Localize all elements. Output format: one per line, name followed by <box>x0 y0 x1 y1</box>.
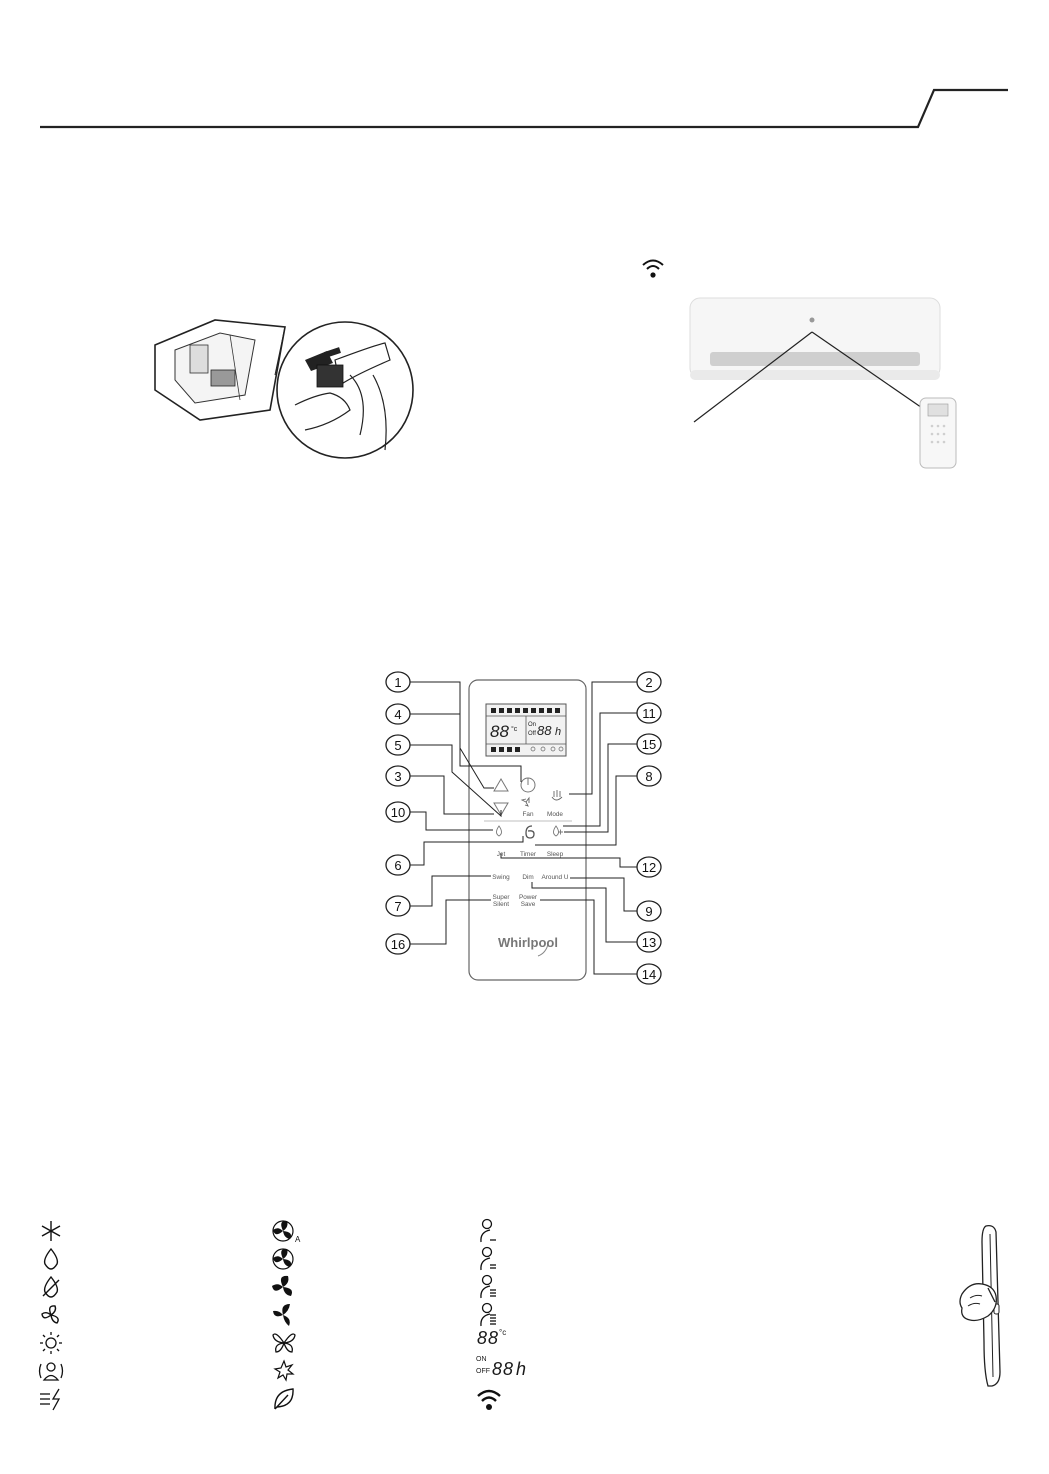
super-silent-label-2: Silent <box>493 901 509 908</box>
callout-12-num: 12 <box>641 860 657 875</box>
timer-unit: h <box>516 1359 527 1379</box>
person-level-4-icon <box>476 1302 510 1328</box>
timer-digits: 88 <box>492 1359 515 1379</box>
fan-low-icon <box>270 1246 304 1272</box>
callout-2-num: 2 <box>645 675 653 690</box>
callout-4-num: 4 <box>394 707 402 722</box>
fan-label: Fan <box>522 811 534 818</box>
around-u-icon <box>37 1358 71 1384</box>
super-silent-label-1: Super <box>492 894 510 901</box>
fan-high-icon <box>270 1302 304 1328</box>
fan-auto-icon <box>270 1218 304 1244</box>
no-drop-icon <box>37 1274 71 1300</box>
temp-readout-digits: 88 <box>477 1328 500 1348</box>
snowflake-icon <box>37 1218 71 1244</box>
power-save-label-2: Save <box>520 901 536 908</box>
fan-medium-icon <box>270 1274 304 1300</box>
lcd-temp-digits: 88 <box>490 722 509 741</box>
brand-logo: Whirlpool <box>498 935 558 950</box>
timer-on-label: ON <box>476 1356 487 1363</box>
person-level-3-icon <box>476 1274 510 1300</box>
drop-icon <box>37 1246 71 1272</box>
leaf-icon <box>270 1386 304 1412</box>
callout-14-num: 14 <box>641 967 657 982</box>
sleep-label: Sleep <box>546 851 564 858</box>
callout-6-num: 6 <box>394 858 402 873</box>
timer-label: Timer <box>519 851 537 858</box>
person-level-1-icon <box>476 1218 510 1244</box>
callout-16-num: 16 <box>390 937 406 952</box>
jet-label: Jet <box>496 851 506 858</box>
lcd-timer-unit: h <box>555 726 562 738</box>
callout-10-num: 10 <box>390 805 406 820</box>
callout-8-num: 8 <box>645 769 653 784</box>
callout-5-num: 5 <box>394 738 402 753</box>
callout-3-num: 3 <box>394 769 402 784</box>
person-level-2-icon <box>476 1246 510 1272</box>
around-u-label: Around U <box>541 874 569 881</box>
dim-label: Dim <box>522 874 534 881</box>
wifi-signal-icon <box>476 1386 510 1412</box>
wifi-icon <box>640 255 666 281</box>
butterfly-icon <box>270 1330 304 1356</box>
temp-readout-symbol <box>477 1328 506 1350</box>
lcd-on-label: On <box>528 722 537 728</box>
svg-text:A: A <box>295 1235 301 1244</box>
timer-off-label: OFF <box>476 1368 490 1375</box>
callout-1-num: 1 <box>394 675 402 690</box>
battery-removal-illustration <box>145 315 415 460</box>
mode-label: Mode <box>547 811 563 818</box>
lcd-timer-digits: 88 <box>537 723 552 738</box>
clean-icon <box>270 1358 304 1384</box>
temp-readout-unit: °c <box>499 1328 507 1337</box>
indoor-unit-illustration <box>680 290 970 480</box>
jet-icon <box>37 1386 71 1412</box>
swing-label: Swing <box>492 874 510 881</box>
callout-9-num: 9 <box>645 904 653 919</box>
sun-icon <box>37 1330 71 1356</box>
power-save-label-1: Power <box>518 894 538 901</box>
callout-11-num: 11 <box>642 706 656 721</box>
callout-15-num: 15 <box>641 737 657 752</box>
lcd-off-label: Off <box>528 731 536 737</box>
fan-icon <box>37 1302 71 1328</box>
header-rule <box>0 0 1049 140</box>
callout-13-num: 13 <box>641 935 657 950</box>
remote-diagram <box>380 660 670 990</box>
lcd-temp-unit: °c <box>511 726 518 733</box>
remote-side-press-illustration <box>948 1222 1008 1390</box>
callout-7-num: 7 <box>394 899 402 914</box>
